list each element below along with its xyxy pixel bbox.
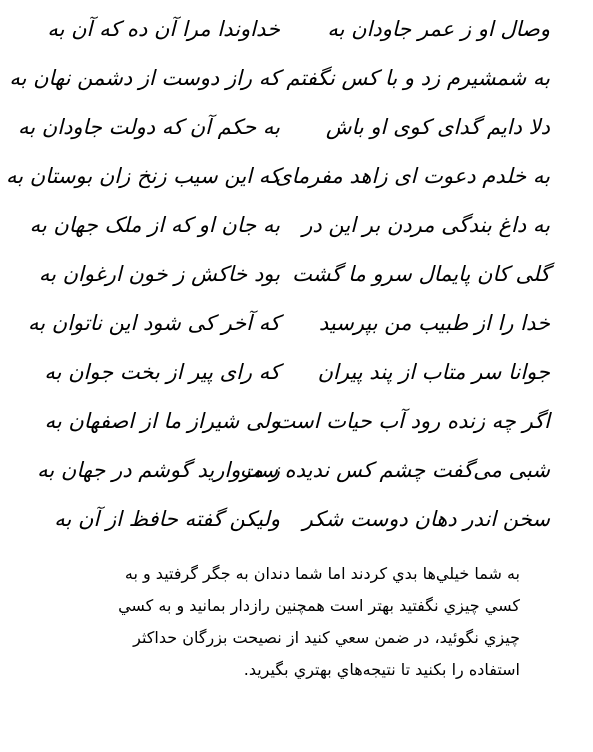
prose-line: به شما خيلي‌ها بدي کردند اما شما دندان به جگر گرفتيد و به <box>124 564 520 583</box>
prose-line: کسي چيزي نگفتيد بهتر است همچنين رازدار بمانيد و به کسي <box>118 596 520 615</box>
prose-line: استفاده را بکنيد تا نتيجه‌هاي بهتري بگيريد. <box>243 660 520 679</box>
verse-left: بود خاکش ز خون ارغوان به <box>38 262 280 286</box>
couplet <box>44 396 550 446</box>
verse-right: سخن اندر دهان دوست شکر <box>302 507 550 531</box>
couplet <box>38 249 550 299</box>
verse-right: شبی می‌گفت چشم کس ندیده ست <box>239 458 550 482</box>
verse-right: گلی کان پایمال سرو ما گشت <box>292 262 550 286</box>
couplet <box>44 347 550 397</box>
couplet <box>28 298 550 348</box>
verse-left: ولی شیراز ما از اصفهان به <box>44 409 280 433</box>
verse-right: خدا را از طبیب من بپرسید <box>318 311 550 335</box>
verse-left: خداوندا مرا آن ده که آن به <box>47 17 280 41</box>
couplet <box>5 151 550 201</box>
verse-right: دلا دایم گدای کوی او باش <box>325 115 550 139</box>
verse-right: به خلدم دعوت ای زاهد مفرمای <box>275 164 550 188</box>
prose-paragraph <box>70 558 520 686</box>
verse-left: به حکم آن که دولت جاودان به <box>18 115 280 139</box>
verse-right: به داغ بندگی مردن بر این در <box>302 213 550 237</box>
poem <box>5 4 550 552</box>
verse-right: به شمشیرم زد و با کس نگفتم <box>286 66 550 90</box>
couplet <box>47 4 550 54</box>
verse-left: ولیکن گفته حافظ از آن به <box>54 507 280 531</box>
couplet <box>29 200 550 250</box>
verse-right: اگر چه زنده رود آب حیات است <box>275 409 550 433</box>
verse-right: جوانا سر متاب از پند پیران <box>317 360 550 384</box>
verse-left: که راز دوست از دشمن نهان به <box>9 66 280 90</box>
couplet <box>18 102 550 152</box>
verse-left: به جان او که از ملک جهان به <box>29 213 280 237</box>
prose-line: چيزي نگوئيد، در ضمن سعي کنيد از نصيحت بزرگان حداکثر <box>133 628 520 647</box>
verse-left: که این سیب زنخ زان بوستان به <box>5 164 280 188</box>
verse-left: که رای پیر از بخت جوان به <box>44 360 280 384</box>
couplet <box>37 445 550 495</box>
couplet <box>54 494 550 544</box>
verse-left: ز مروارید گوشم در جهان به <box>37 458 280 482</box>
couplet <box>9 53 550 103</box>
verse-right: وصال او ز عمر جاودان به <box>327 17 550 41</box>
verse-left: که آخر کی شود این ناتوان به <box>28 311 280 335</box>
